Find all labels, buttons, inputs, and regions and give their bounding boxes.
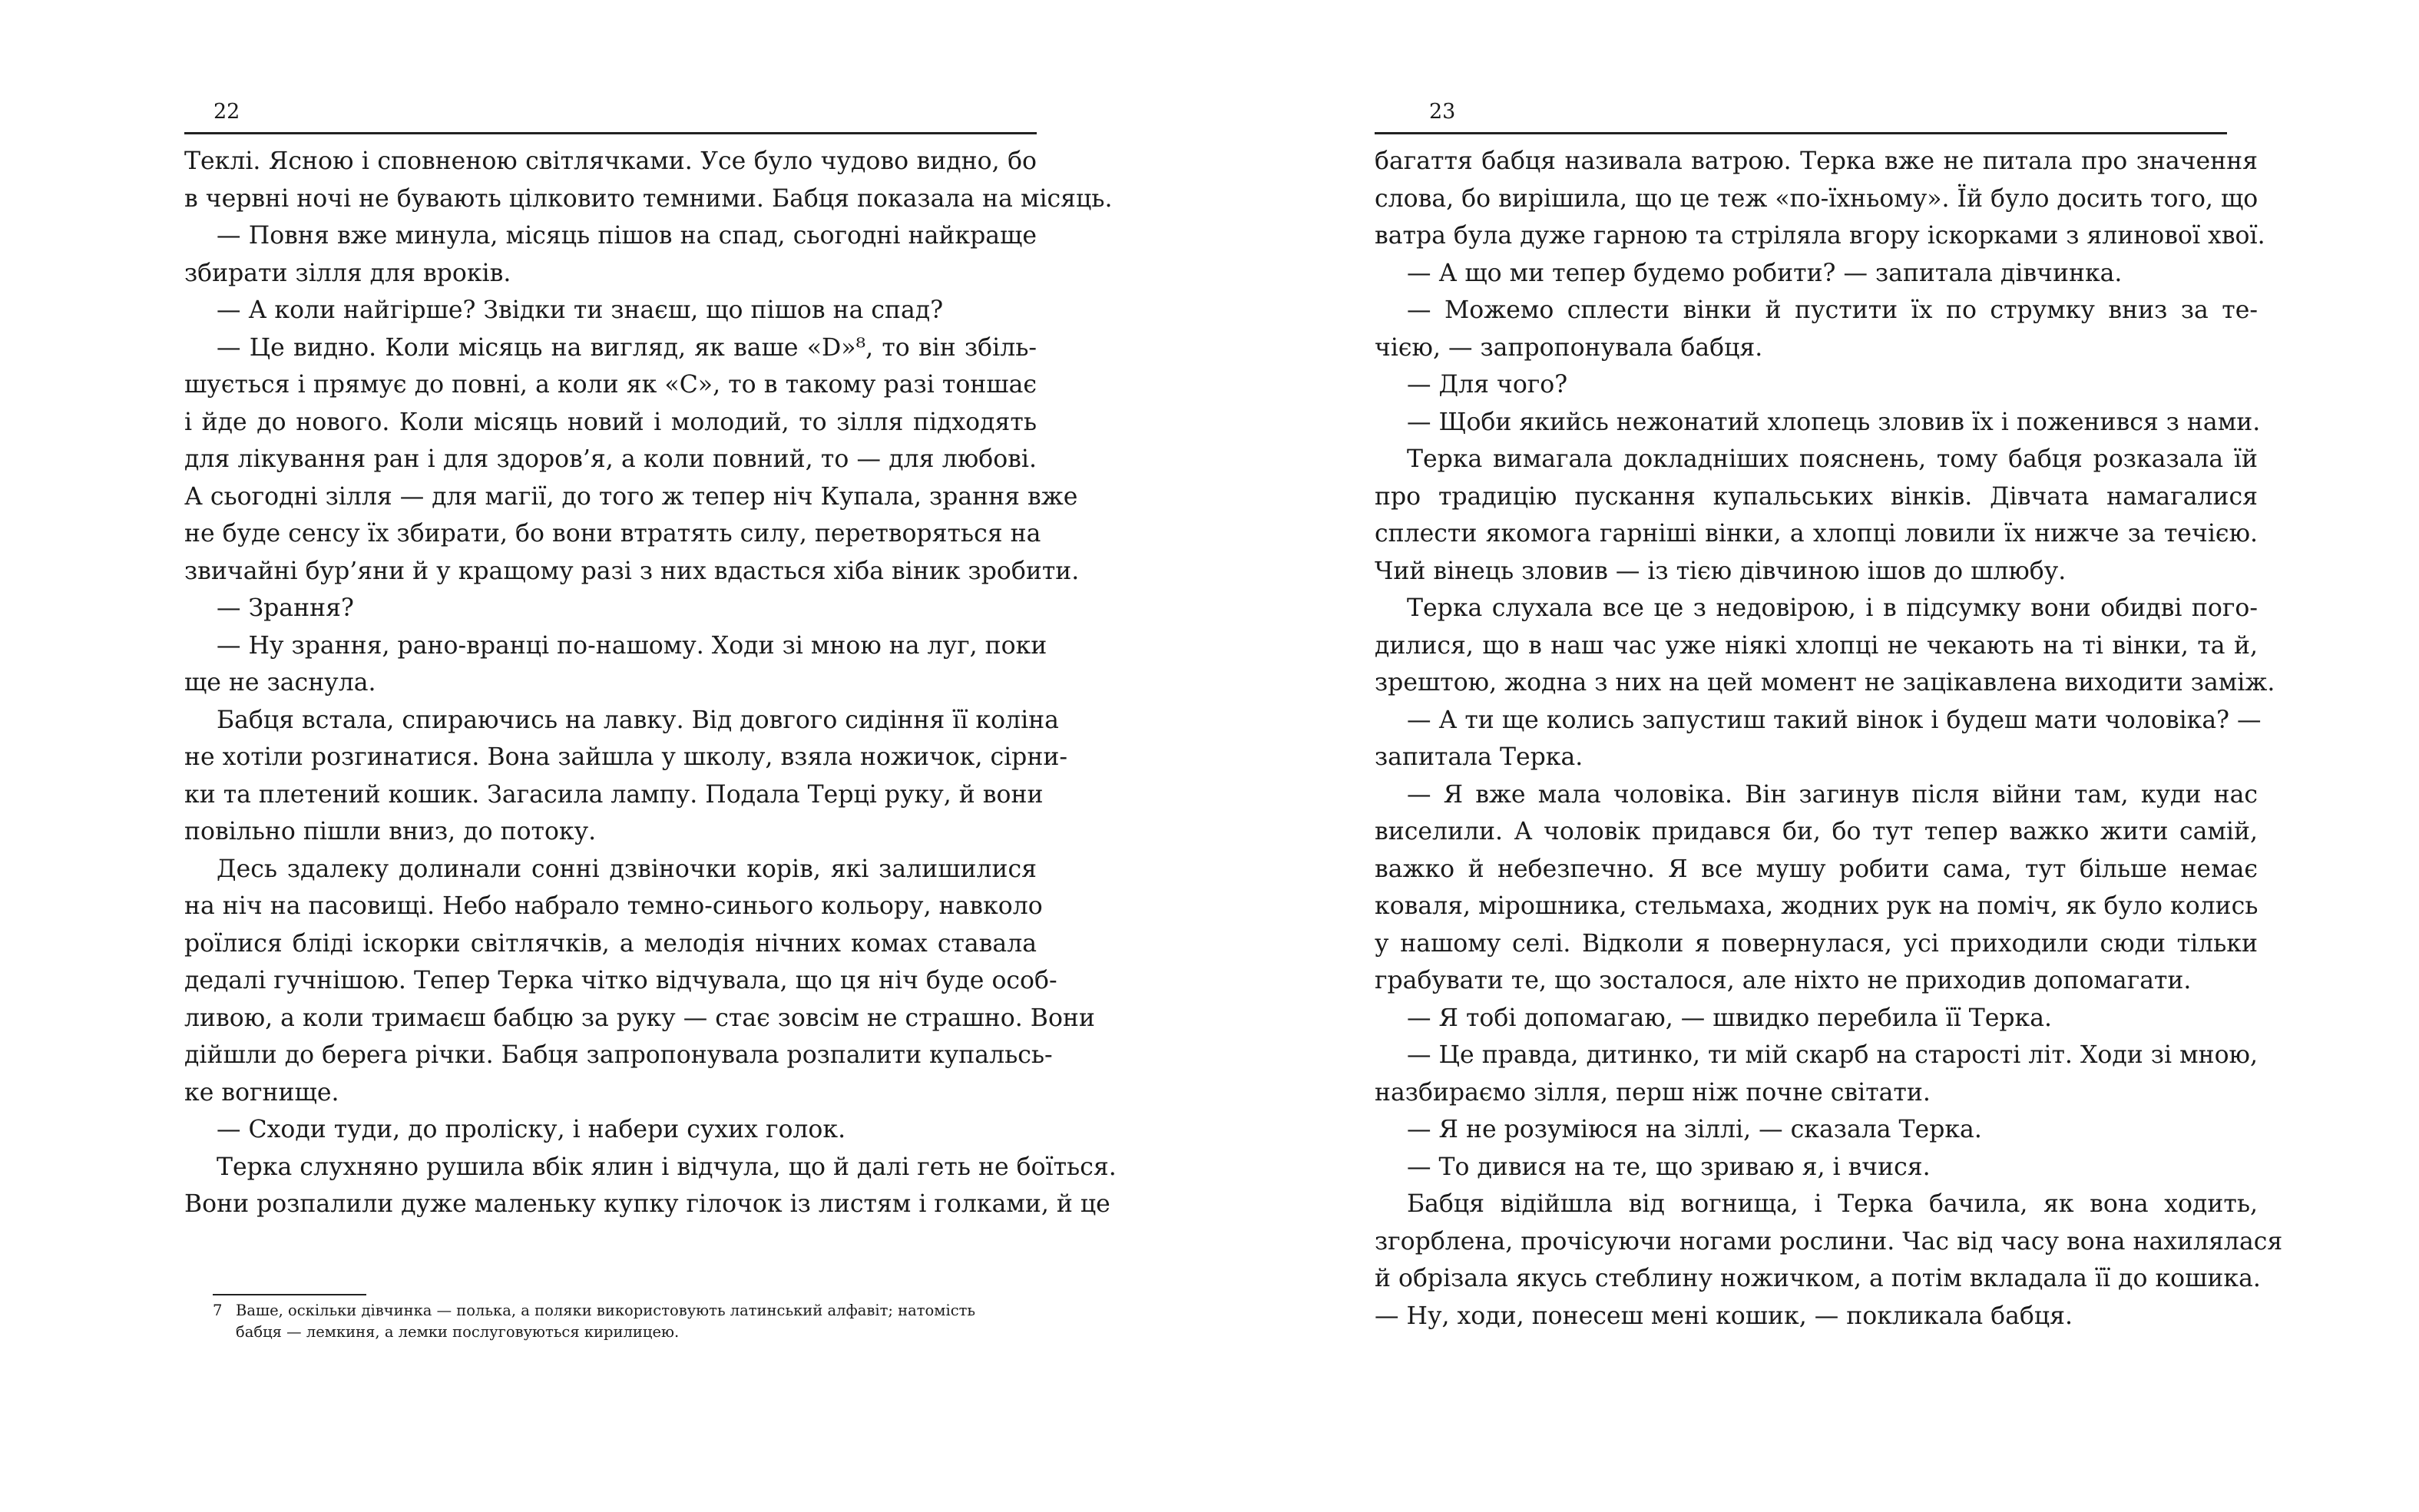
- text-line: ватра була дуже гарною та стріляла вгору іскорками з ялинової хвої.: [1375, 222, 2265, 250]
- text-line: — А що ми тепер будемо робити? — запитала дівчинка.: [1407, 259, 2123, 287]
- text-line: ке вогнище.: [184, 1078, 339, 1107]
- text-line: — Для чого?: [1407, 371, 1568, 399]
- text-line: в червні ночі не бувають цілковито темними. Бабця показала на місяць.: [184, 184, 1113, 213]
- text-line: грабувати те, що зосталося, але ніхто не приходив допомагати.: [1375, 967, 2192, 994]
- text-line: у нашому селі. Відколи я повернулася, усі приходили сюди тільки: [1375, 929, 2258, 958]
- text-line: Десь здалеку долинали сонні дзвіночки корів, які залишилися: [217, 855, 1037, 883]
- text-line: для лікування ран і для здоров’я, а коли повний, то — для любові.: [184, 445, 1037, 473]
- text-line: Терка вимагала докладніших пояснень, тому бабця розказала їй: [1407, 445, 2258, 473]
- text-line: ще не заснула.: [184, 669, 376, 696]
- text-line: на ніч на пасовищі. Небо набрало темно-синього кольору, навколо: [184, 892, 1043, 920]
- text-line: — Повня вже минула, місяць пішов на спад, сьогодні найкраще: [217, 222, 1037, 250]
- text-line: — Зрання?: [217, 594, 354, 622]
- text-line: — Це правда, дитинко, ти мій скарб на старості літ. Ходи зі мною,: [1407, 1041, 2258, 1069]
- text-line: ливою, а коли тримаєш бабцю за руку — стає зовсім не страшно. Вони: [184, 1004, 1095, 1032]
- text-line: дедалі гучнішою. Тепер Терка чітко відчувала, що ця ніч буде особ-: [184, 967, 1057, 994]
- text-line: — Можемо сплести вінки й пустити їх по струмку вниз за те-: [1407, 296, 2258, 324]
- footnote-line: бабця — лемкиня, а лемки послуговуються кирилицею.: [236, 1323, 680, 1341]
- text-line: не буде сенсу їх збирати, бо вони втратять силу, перетворяться на: [184, 520, 1041, 548]
- text-line: згорблена, прочісуючи ногами рослини. Час від часу вона нахилялася: [1375, 1227, 2283, 1256]
- page-number: 22: [213, 100, 240, 124]
- text-line: збирати зілля для вроків.: [184, 259, 511, 287]
- text-line: Терка слухняно рушила вбік ялин і відчула, що й далі геть не боїться.: [217, 1153, 1117, 1181]
- text-line: А сьогодні зілля — для магії, до того ж тепер ніч Купала, зрання вже: [184, 482, 1078, 511]
- text-line: назбираємо зілля, перш ніж почне світати.: [1375, 1078, 1931, 1107]
- text-line: шується і прямує до повні, а коли як «С», то в такому разі тоншає: [184, 371, 1037, 399]
- body-text-right: [1375, 143, 2283, 1335]
- text-line: — Ну зрання, рано-вранці по-нашому. Ходи зі мною на луг, поки: [217, 631, 1047, 660]
- text-line: виселили. А чоловік придався би, бо тут тепер важко жити самій,: [1375, 818, 2258, 845]
- text-line: — Сходи туди, до проліску, і набери сухих голок.: [217, 1116, 846, 1143]
- text-line: й обрізала якусь стеблину ножичком, а потім вкладала її до кошика.: [1375, 1265, 2261, 1292]
- text-line: Теклі. Ясною і сповненою світлячками. Усе було чудово видно, бо: [184, 147, 1037, 175]
- text-line: — Я не розуміюся на зіллі, — сказала Терка.: [1407, 1116, 1982, 1143]
- text-line: слова, бо вирішила, що це теж «по-їхньому». Їй було досить того, що: [1375, 184, 2259, 213]
- text-line: дійшли до берега річки. Бабця запропонувала розпалити купальсь-: [184, 1041, 1053, 1069]
- text-line: сплести якомога гарніші вінки, а хлопці ловили їх нижче за течією.: [1375, 520, 2258, 548]
- text-line: чією, — запропонувала бабця.: [1375, 333, 1763, 362]
- text-line: — Щоби якийсь нежонатий хлопець зловив їх і поженився з нами.: [1407, 408, 2261, 436]
- text-line: — А коли найгірше? Звідки ти знаєш, що пішов на спад?: [217, 296, 944, 324]
- text-line: Терка слухала все це з недовірою, і в підсумку вони обидві пого-: [1407, 594, 2258, 622]
- text-line: дилися, що в наш час уже ніякі хлопці не чекають на ті вінки, та й,: [1375, 631, 2258, 660]
- footnote-number: 7: [213, 1302, 223, 1319]
- footnote-divider: [213, 1294, 366, 1295]
- text-line: — Я тобі допомагаю, — швидко перебила її Терка.: [1407, 1004, 2052, 1032]
- text-line: Вони розпалили дуже маленьку купку гілочок із листям і голками, й це: [184, 1190, 1110, 1218]
- body-text-left: [184, 143, 1117, 1223]
- text-line: про традицію пускання купальських вінків. Дівчата намагалися: [1375, 482, 2258, 511]
- text-line: — А ти ще колись запустиш такий вінок і будеш мати чоловіка? —: [1407, 706, 2262, 734]
- text-line: багаття бабця називала ватрою. Терка вже не питала про значення: [1375, 147, 2258, 175]
- text-line: і йде до нового. Коли місяць новий і молодий, то зілля підходять: [184, 408, 1037, 436]
- text-line: звичайні бур’яни й у кращому разі з них вдасться хіба віник зробити.: [184, 557, 1080, 585]
- text-line: Бабця відійшла від вогнища, і Терка бачила, як вона ходить,: [1407, 1190, 2258, 1218]
- page-number: 23: [1429, 100, 1456, 124]
- text-line: — Я вже мала чоловіка. Він загинув після війни там, куди нас: [1407, 780, 2258, 809]
- text-line: Чий вінець зловив — із тією дівчиною ішов до шлюбу.: [1375, 557, 2067, 585]
- footnote-line: Ваше, оскільки дівчинка — полька, а поляки використовують латинський алфавіт; натомість: [236, 1302, 976, 1319]
- text-line: зрештою, жодна з них на цей момент не зацікавлена виходити заміж.: [1375, 669, 2275, 696]
- text-line: — Це видно. Коли місяць на вигляд, як ваше «D»⁸, то він збіль-: [217, 333, 1037, 362]
- text-line: повільно пішли вниз, до потоку.: [184, 818, 597, 845]
- text-line: ки та плетений кошик. Загасила лампу. Подала Терці руку, й вони: [184, 780, 1044, 809]
- footnote: [213, 1300, 1057, 1343]
- text-line: Бабця встала, спираючись на лавку. Від довгого сидіння її коліна: [217, 706, 1059, 734]
- text-line: — То дивися на те, що зриваю я, і вчися.: [1407, 1153, 1931, 1181]
- text-line: не хотіли розгинатися. Вона зайшла у школу, взяла ножичок, сірни-: [184, 743, 1067, 771]
- text-line: — Ну, ходи, понесеш мені кошик, — покликала бабця.: [1375, 1302, 2073, 1330]
- running-head-right: [1375, 98, 2227, 134]
- running-head-left: [184, 98, 1037, 134]
- text-line: важко й небезпечно. Я все мушу робити сама, тут більше немає: [1375, 855, 2258, 883]
- text-line: роїлися бліді іскорки світлячків, а мелодія нічних комах ставала: [184, 929, 1037, 958]
- text-line: запитала Терка.: [1375, 743, 1583, 771]
- text-line: коваля, мірошника, стельмаха, жодних рук на поміч, як було колись: [1375, 892, 2259, 920]
